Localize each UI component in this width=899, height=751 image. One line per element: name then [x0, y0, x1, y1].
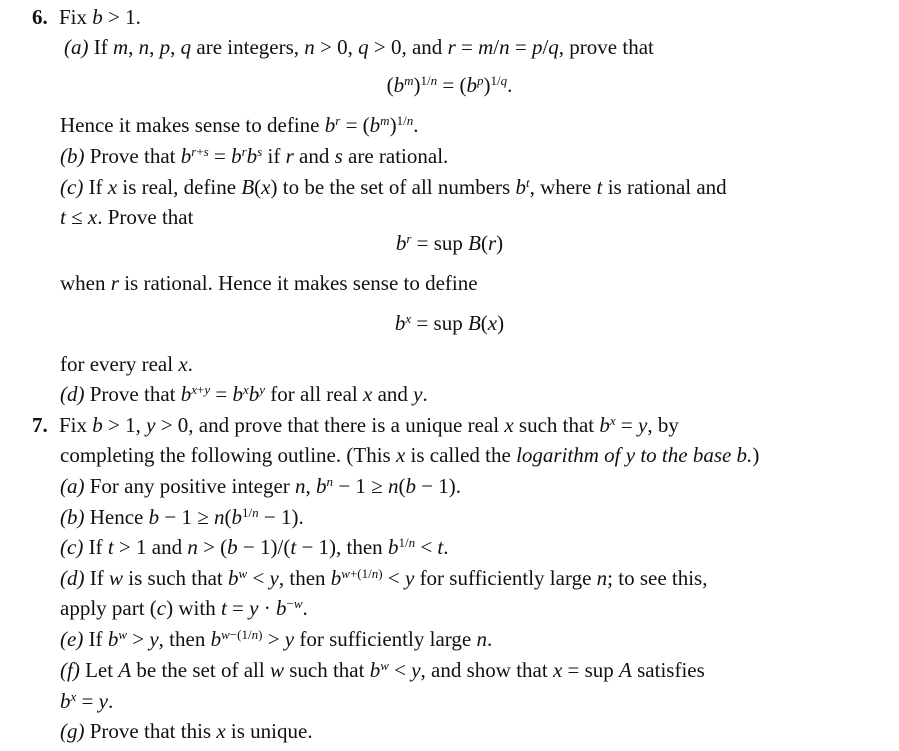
problem-7e-text: (e) If $b^w > y$, then $b^{w-(1/n)} > y$ for sufficiently large n.: [60, 626, 493, 651]
problem-7-intro-1: 7. Fix b > 1, y > 0, and prove that there is a unique real x such that $b^x = y$, by: [32, 412, 679, 437]
problem-6c-text-2: t ≤ x. Prove that: [60, 205, 194, 229]
problem-6c-text-1: (c) If x is real, define B(x) to be the set of all numbers $b^t$, where t is rational and: [60, 174, 727, 199]
part-label: (c): [60, 175, 84, 199]
problem-7f-text-1: (f) Let A be the set of all w such that $b^w < y$, and show that x = sup A satisfies: [60, 657, 705, 682]
part-label: (e): [60, 627, 84, 651]
problem-7-intro-2: completing the following outline. (This x is called the logarithm of y to the base b.): [60, 443, 760, 467]
problem-6c-display-1: $b^r$ = sup B(r): [395, 230, 504, 255]
problem-7d-text-1: (d) If w is such that $b^w < y$, then $b^{w+(1/n)} < y$ for sufficiently large n; to see this,: [60, 565, 708, 590]
problem-7d-text-2: apply part (c) with $t = y \cdot b^{-w}$.: [60, 595, 308, 620]
part-label: (d): [60, 566, 85, 590]
problem-6-number: 6.: [32, 5, 48, 29]
problem-7b-text: (b) Hence $b - 1 \ge n(b^{1/n} - 1)$.: [60, 504, 304, 529]
problem-7f-text-2: $b^x = y$.: [60, 688, 114, 713]
part-label: (b): [60, 144, 85, 168]
problem-6a-text: (a) If m, n, p, q are integers, n > 0, q > 0, and r = m/n = p/q, prove that: [64, 35, 654, 59]
part-label: (a): [64, 35, 89, 59]
problem-7c-text: (c) If t > 1 and n > (b − 1)/(t − 1), then $b^{1/n} < t$.: [60, 534, 449, 559]
part-label: (f): [60, 658, 80, 682]
part-label: (d): [60, 382, 85, 406]
problem-7g-text: (g) Prove that this x is unique.: [60, 719, 313, 743]
part-label: (a): [60, 474, 85, 498]
problem-6-intro: 6. Fix b > 1.: [32, 5, 141, 29]
problem-7a-text: (a) For any positive integer n, $b^n - 1 \ge n(b - 1)$.: [60, 473, 462, 498]
problem-6c-follow-2: for every real x.: [60, 352, 193, 376]
problem-6a-follow: Hence it makes sense to define $b^r = (b^m)^{1/n}$.: [60, 112, 419, 137]
part-label: (c): [60, 535, 84, 559]
part-label: (b): [60, 505, 85, 529]
problem-6c-display-2: $b^x$ = sup B(x): [394, 310, 505, 335]
part-label: (g): [60, 719, 85, 743]
problem-7-number: 7.: [32, 413, 48, 437]
problem-6b-text: (b) Prove that $b^{r+s} = b^rb^s$ if r and s are rational.: [60, 143, 449, 168]
problem-6c-follow-1: when r is rational. Hence it makes sense to define: [60, 271, 478, 295]
problem-6a-display-equation: $(b^m)^{1/n} = (b^p)^{1/q}$.: [386, 72, 513, 97]
problem-6d-text: (d) Prove that $b^{x+y} = b^xb^y$ for all real x and y.: [60, 381, 428, 406]
